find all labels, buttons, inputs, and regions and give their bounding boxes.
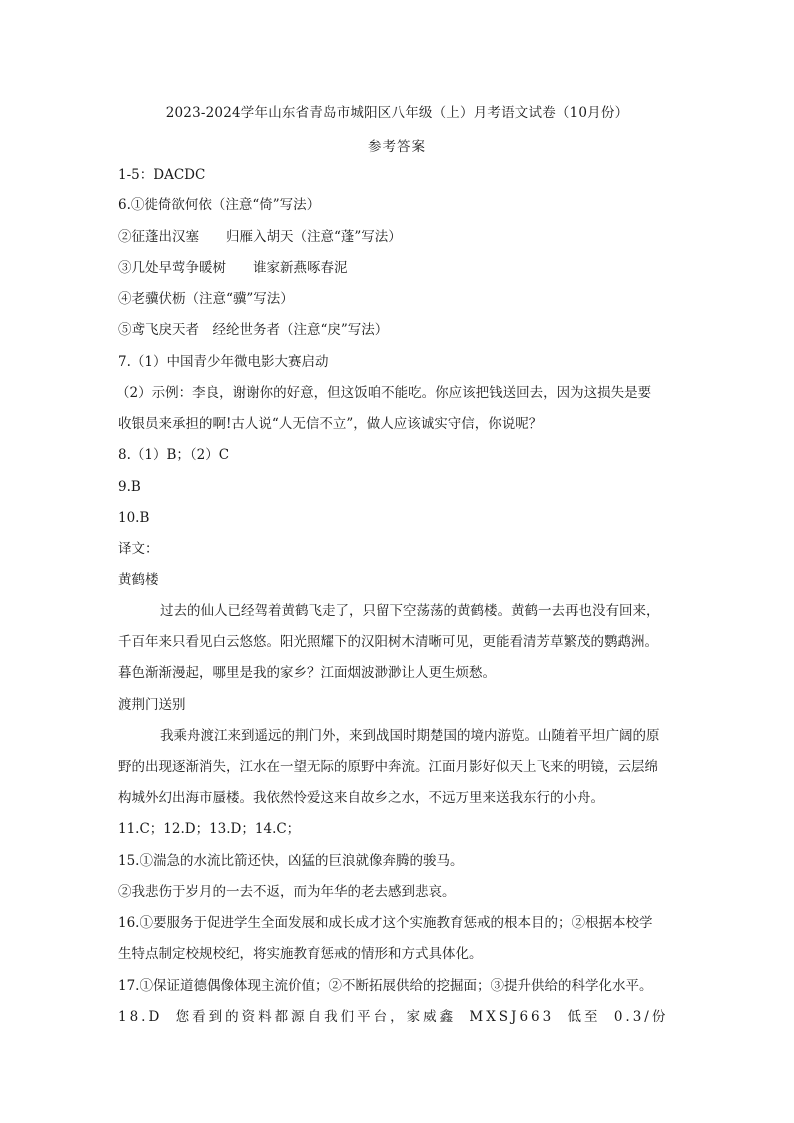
answer-6-5: ⑤鸢飞戾天者 经纶世务者（注意“戾”写法） (118, 322, 389, 338)
translation-label: 译文： (118, 541, 159, 557)
answer-15-2: ②我悲伤于岁月的一去不返，而为年华的老去感到悲哀。 (118, 884, 456, 900)
answer-11-14: 11.C；12.D；13.D；14.C； (118, 821, 301, 837)
translation-1-line1: 过去的仙人已经驾着黄鹤飞走了，只留下空荡荡的黄鹤楼。黄鹤一去再也没有回来， (160, 603, 660, 619)
answer-16-line1: 16.①要服务于促进学生全面发展和成长成才这个实施教育惩戒的根本目的；②根据本校学 (118, 915, 653, 931)
page-title: 2023-2024学年山东省青岛市城阳区八年级（上）月考语文试卷（10月份） (165, 105, 629, 121)
answer-6-2: ②征蓬出汉塞 归雁入胡天（注意“蓬”写法） (118, 229, 402, 245)
answer-17: 17.①保证道德偶像体现主流价值；②不断拓展供给的挖掘面；③提升供给的科学化水平。 (118, 978, 653, 994)
answer-6-4: ④老骥伏枥（注意“骥”写法） (118, 291, 294, 307)
answer-6-3: ③几处早莺争暖树 谁家新燕啄春泥 (118, 260, 348, 276)
poem-title-dujingmen: 渡荆门送别 (118, 697, 186, 713)
answer-7-2-line1: （2）示例：李良，谢谢你的好意，但这饭咱不能吃。你应该把钱送回去，因为这损失是要 (116, 385, 652, 401)
answer-6-1: 6.①徙倚欲何依（注意“倚”写法） (118, 197, 321, 213)
translation-1-line3: 暮色渐渐漫起，哪里是我的家乡？江面烟波渺渺让人更生烦愁。 (118, 665, 496, 681)
answer-7-1: 7.（1）中国青少年微电影大赛启动 (118, 354, 329, 370)
answer-8: 8.（1）B；（2）C (118, 447, 230, 463)
poem-title-huanghelou: 黄鹤楼 (118, 572, 159, 588)
translation-1-line2: 千百年来只看见白云悠悠。阳光照耀下的汉阳树木清晰可见，更能看清芳草繁茂的鹦鹉洲。 (118, 634, 658, 650)
page-subtitle: 参考答案 (368, 139, 426, 155)
translation-2-line3: 构城外幻出海市蜃楼。我依然怜爱这来自故乡之水，不远万里来送我东行的小舟。 (118, 790, 604, 806)
answer-16-line2: 生特点制定校规校纪，将实施教育惩戒的情形和方式具体化。 (118, 946, 483, 962)
answer-10: 10.B (118, 510, 150, 526)
answer-15-1: 15.①湍急的水流比箭还快，凶猛的巨浪就像奔腾的骏马。 (118, 853, 464, 869)
answer-7-2-line2: 收银员来承担的啊!古人说“人无信不立”，做人应该诚实守信，你说呢？ (118, 416, 543, 432)
translation-2-line2: 野的出现逐渐消失，江水在一望无际的原野中奔流。江面月影好似天上飞来的明镜，云层绵 (118, 759, 658, 775)
answer-9: 9.B (118, 479, 141, 495)
answer-18: 18.D 您看到的资料都源自我们平台，家威鑫 MXSJ663 低至 0.3/份 (118, 1009, 669, 1025)
translation-2-line1: 我乘舟渡江来到遥远的荆门外，来到战国时期楚国的境内游览。山随着平坦广阔的原 (160, 728, 660, 744)
answer-1-5: 1-5：DACDC (118, 167, 206, 183)
